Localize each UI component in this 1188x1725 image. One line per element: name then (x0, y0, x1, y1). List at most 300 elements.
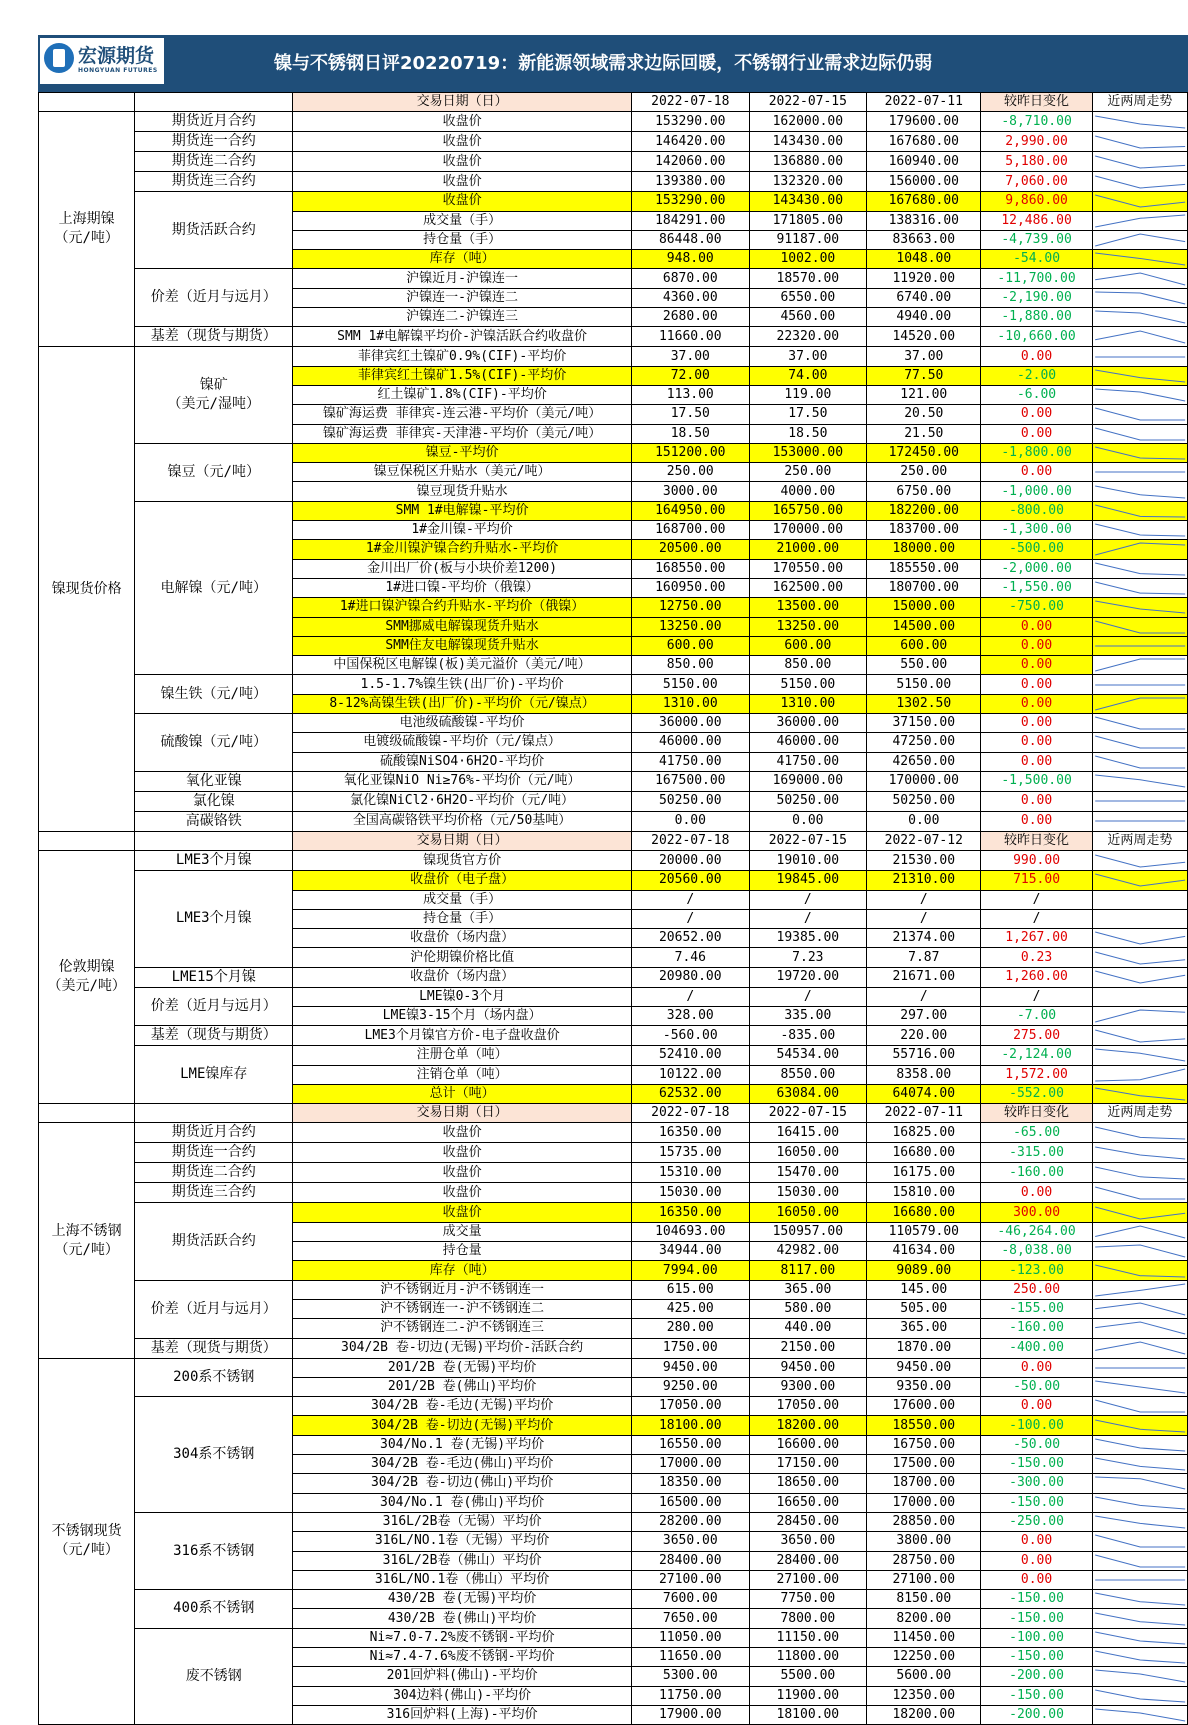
trend-cell (1092, 1084, 1187, 1103)
value-cell: 8200.00 (867, 1609, 981, 1628)
value-cell: 172450.00 (867, 443, 981, 462)
trend-sparkline (1093, 1571, 1187, 1589)
change-value: 0.00 (981, 636, 1092, 655)
trend-line (1095, 195, 1185, 207)
value-cell: 41750.00 (632, 752, 750, 771)
value-cell: 18350.00 (632, 1474, 750, 1493)
value-cell: 16650.00 (749, 1493, 867, 1512)
change-value: 0.00 (981, 617, 1092, 636)
sub-label: 期货活跃合约 (135, 192, 293, 269)
trend-cell (1092, 1648, 1187, 1667)
change-value: -200.00 (981, 1667, 1092, 1686)
change-value: 0.00 (981, 1570, 1092, 1589)
value-cell: 14520.00 (867, 327, 981, 347)
value-cell: 28200.00 (632, 1512, 750, 1531)
trend-cell (1092, 1686, 1187, 1705)
value-cell: 16175.00 (867, 1163, 981, 1183)
trend-line (1095, 1420, 1185, 1432)
group-label: 不锈钢现货 （元/吨） (39, 1358, 135, 1725)
value-cell: 138316.00 (867, 211, 981, 230)
table-row (39, 269, 1188, 288)
trend-sparkline (1093, 444, 1187, 462)
trend-sparkline (1093, 1378, 1187, 1396)
item-name: 氧化亚镍NiO Ni≥76%-平均价（元/吨） (293, 771, 632, 791)
item-name: 注销仓单（吨） (293, 1065, 632, 1084)
trend-cell (1092, 308, 1187, 327)
change-value: -155.00 (981, 1299, 1092, 1318)
change-value: -315.00 (981, 1143, 1092, 1163)
value-cell: 600.00 (632, 636, 750, 655)
trend-line (1095, 601, 1185, 613)
value-cell: 21530.00 (867, 851, 981, 871)
value-cell: 1750.00 (632, 1338, 750, 1358)
trade-date: 2022-07-15 (749, 831, 867, 850)
value-cell: 5600.00 (867, 1667, 981, 1686)
value-cell: 11800.00 (749, 1648, 867, 1667)
value-cell: 15735.00 (632, 1143, 750, 1163)
item-name: 收盘价 (293, 1123, 632, 1143)
value-cell: 3000.00 (632, 482, 750, 501)
trend-cell (1092, 598, 1187, 617)
header-blank (135, 1104, 293, 1123)
value-cell: 12750.00 (632, 598, 750, 617)
trend-cell (1092, 1183, 1187, 1203)
value-cell: 139380.00 (632, 172, 750, 192)
trend-cell (1092, 675, 1187, 694)
trend-sparkline (1093, 1262, 1187, 1280)
trend-line (1095, 1049, 1185, 1061)
table-row (39, 192, 1188, 211)
value-cell: 365.00 (867, 1319, 981, 1338)
change-value: -250.00 (981, 1512, 1092, 1531)
trend-line (1095, 717, 1185, 729)
value-cell: 50250.00 (867, 791, 981, 811)
change-value: 12,486.00 (981, 211, 1092, 230)
trend-line (1095, 1303, 1185, 1315)
value-cell: 36000.00 (749, 714, 867, 733)
value-cell: 167680.00 (867, 132, 981, 152)
change-value: -150.00 (981, 1686, 1092, 1705)
value-cell: 16680.00 (867, 1203, 981, 1222)
trend-header: 近两周走势 (1092, 831, 1187, 850)
change-value: -2,000.00 (981, 559, 1092, 578)
change-value: -150.00 (981, 1493, 1092, 1512)
item-name: 收盘价（场内盘） (293, 929, 632, 948)
logo-subtext: HONGYUAN FUTURES (78, 67, 158, 74)
value-cell: 27100.00 (867, 1570, 981, 1589)
change-value: -2,190.00 (981, 288, 1092, 307)
sub-label: LME3个月镍 (135, 851, 293, 871)
item-name: SMM 1#电解镍平均价-沪镍活跃合约收盘价 (293, 327, 632, 347)
header-blank (135, 93, 293, 112)
trend-line (1095, 563, 1185, 575)
value-cell: 17050.00 (632, 1397, 750, 1416)
change-value: 0.00 (981, 347, 1092, 366)
change-value: 0.00 (981, 1551, 1092, 1570)
trend-cell (1092, 1628, 1187, 1647)
value-cell: 6740.00 (867, 288, 981, 307)
value-cell: 169000.00 (749, 771, 867, 791)
trend-cell (1092, 890, 1187, 909)
change-value: 0.00 (981, 675, 1092, 694)
value-cell: 7750.00 (749, 1590, 867, 1609)
trend-cell (1092, 656, 1187, 675)
value-cell: 143430.00 (749, 132, 867, 152)
trend-sparkline (1093, 1397, 1187, 1415)
trend-cell (1092, 1143, 1187, 1163)
item-name: Ni≈7.4-7.6%废不锈钢-平均价 (293, 1648, 632, 1667)
value-cell: 18700.00 (867, 1474, 981, 1493)
trend-sparkline (1093, 328, 1187, 346)
trend-cell (1092, 482, 1187, 501)
value-cell: 119.00 (749, 385, 867, 404)
trend-cell (1092, 463, 1187, 482)
trend-sparkline (1093, 1124, 1187, 1142)
change-value: 0.00 (981, 405, 1092, 424)
trend-sparkline (1093, 598, 1187, 616)
value-cell: 1310.00 (749, 694, 867, 713)
value-cell: 113.00 (632, 385, 750, 404)
trend-sparkline (1093, 463, 1187, 481)
trend-sparkline (1093, 1164, 1187, 1182)
value-cell: 19010.00 (749, 851, 867, 871)
change-value: 1,267.00 (981, 929, 1092, 948)
value-cell: 28400.00 (632, 1551, 750, 1570)
value-cell: 16550.00 (632, 1435, 750, 1454)
value-cell: 15000.00 (867, 598, 981, 617)
change-value: -123.00 (981, 1261, 1092, 1280)
trend-cell (1092, 967, 1187, 987)
value-cell: 948.00 (632, 250, 750, 269)
trend-cell (1092, 1006, 1187, 1025)
sub-label: 期货连一合约 (135, 132, 293, 152)
trend-cell (1092, 1299, 1187, 1318)
table-row (39, 1183, 1188, 1203)
value-cell: 11650.00 (632, 1648, 750, 1667)
value-cell: 0.00 (867, 811, 981, 831)
trend-cell (1092, 771, 1187, 791)
value-cell: 1302.50 (867, 694, 981, 713)
trend-sparkline (1093, 637, 1187, 655)
change-value: / (981, 890, 1092, 909)
trend-line (1095, 1458, 1185, 1470)
value-cell: 335.00 (749, 1006, 867, 1025)
change-value: -100.00 (981, 1628, 1092, 1647)
trend-sparkline (1093, 929, 1187, 947)
value-cell: 18100.00 (749, 1705, 867, 1724)
value-cell: / (632, 890, 750, 909)
value-cell: 21310.00 (867, 871, 981, 890)
item-name: 8-12%高镍生铁(出厂价)-平均价（元/镍点） (293, 694, 632, 713)
value-cell: 42650.00 (867, 752, 981, 771)
trend-sparkline (1093, 1085, 1187, 1103)
sub-label: 304系不锈钢 (135, 1397, 293, 1513)
item-name: 金川出厂价(板与小块价差1200) (293, 559, 632, 578)
change-value: 7,060.00 (981, 172, 1092, 192)
value-cell: -835.00 (749, 1026, 867, 1046)
trend-sparkline (1093, 871, 1187, 889)
sub-label: 氯化镍 (135, 791, 293, 811)
trend-line (1095, 273, 1185, 285)
value-cell: / (749, 909, 867, 928)
value-cell: 168550.00 (632, 559, 750, 578)
value-cell: 9089.00 (867, 1261, 981, 1280)
trend-sparkline (1093, 1281, 1187, 1299)
item-name: 总计（吨） (293, 1084, 632, 1103)
item-name: 430/2B 卷(佛山)平均价 (293, 1609, 632, 1628)
value-cell: 0.00 (749, 811, 867, 831)
table-header-row (39, 93, 1188, 112)
trend-sparkline (1093, 1706, 1187, 1724)
trend-line (1095, 331, 1185, 343)
item-name: LME镍0-3个月 (293, 987, 632, 1006)
value-cell: 365.00 (749, 1280, 867, 1299)
item-name: 收盘价 (293, 1163, 632, 1183)
sub-label: 价差（近月与远月） (135, 987, 293, 1026)
value-cell: 42982.00 (749, 1242, 867, 1261)
value-cell: 37.00 (749, 347, 867, 366)
value-cell: 153290.00 (632, 192, 750, 211)
item-name: 沪镍连二-沪镍连三 (293, 308, 632, 327)
change-value: 0.00 (981, 656, 1092, 675)
value-cell: 19845.00 (749, 871, 867, 890)
trend-cell (1092, 405, 1187, 424)
table-row (39, 443, 1188, 462)
trend-sparkline (1093, 1184, 1187, 1202)
value-cell: 0.00 (632, 811, 750, 831)
trend-cell (1092, 521, 1187, 540)
change-value: -1,550.00 (981, 578, 1092, 597)
sub-label: 镍矿 （美元/湿吨） (135, 347, 293, 443)
trend-cell (1092, 1046, 1187, 1065)
item-name: Ni≈7.0-7.2%废不锈钢-平均价 (293, 1628, 632, 1647)
trend-line (1095, 582, 1185, 594)
trend-cell (1092, 909, 1187, 928)
item-name: 收盘价 (293, 172, 632, 192)
table-row (39, 987, 1188, 1006)
trend-sparkline (1093, 405, 1187, 423)
value-cell: 170000.00 (749, 521, 867, 540)
table-row (39, 675, 1188, 694)
table-row (39, 347, 1188, 366)
value-cell: 550.00 (867, 656, 981, 675)
value-cell: 13250.00 (749, 617, 867, 636)
change-value: 0.00 (981, 1358, 1092, 1377)
trend-cell (1092, 230, 1187, 249)
logo-mark-icon (44, 43, 74, 73)
logo-text: 宏源期货 (78, 45, 155, 67)
value-cell: / (632, 909, 750, 928)
value-cell: 11750.00 (632, 1686, 750, 1705)
value-cell: 20652.00 (632, 929, 750, 948)
change-value: -750.00 (981, 598, 1092, 617)
value-cell: 165750.00 (749, 501, 867, 520)
trend-line (1095, 1342, 1185, 1354)
value-cell: 9450.00 (632, 1358, 750, 1377)
trend-sparkline (1093, 367, 1187, 385)
value-cell: 55716.00 (867, 1046, 981, 1065)
item-name: 沪镍近月-沪镍连一 (293, 269, 632, 288)
value-cell: 9350.00 (867, 1377, 981, 1396)
value-cell: 16050.00 (749, 1203, 867, 1222)
item-name: 收盘价（场内盘） (293, 967, 632, 987)
trend-line (1095, 428, 1185, 440)
value-cell: 146420.00 (632, 132, 750, 152)
item-name: 电镀级硫酸镍-平均价（元/镍点） (293, 733, 632, 752)
trade-date-label: 交易日期（日） (293, 831, 632, 850)
value-cell: 18.50 (632, 424, 750, 443)
change-value: -8,710.00 (981, 112, 1092, 132)
trend-sparkline (1093, 1223, 1187, 1241)
trend-line (1095, 736, 1185, 748)
trend-cell (1092, 929, 1187, 948)
trend-line (1095, 1651, 1185, 1663)
trend-sparkline (1093, 968, 1187, 986)
trend-cell (1092, 851, 1187, 871)
trend-cell (1092, 1705, 1187, 1724)
item-name: LME镍3-15个月（场内盘） (293, 1006, 632, 1025)
trend-line (1095, 1265, 1185, 1277)
trend-line (1095, 1381, 1185, 1393)
group-label: 上海期镍 （元/吨） (39, 112, 135, 347)
trend-line (1095, 1322, 1185, 1334)
value-cell: 46000.00 (749, 733, 867, 752)
value-cell: 28400.00 (749, 1551, 867, 1570)
trend-cell (1092, 1397, 1187, 1416)
value-cell: 74.00 (749, 366, 867, 385)
change-value: -150.00 (981, 1455, 1092, 1474)
value-cell: 11150.00 (749, 1628, 867, 1647)
value-cell: 16350.00 (632, 1123, 750, 1143)
value-cell: 7800.00 (749, 1609, 867, 1628)
trend-cell (1092, 152, 1187, 172)
trend-line (1095, 370, 1185, 382)
value-cell: 425.00 (632, 1299, 750, 1318)
item-name: 镍矿海运费 菲律宾-连云港-平均价（美元/吨） (293, 405, 632, 424)
change-value: / (981, 909, 1092, 928)
item-name: 镍豆-平均价 (293, 443, 632, 462)
value-cell: 8358.00 (867, 1065, 981, 1084)
sub-label: 价差（近月与远月） (135, 1280, 293, 1338)
value-cell: 850.00 (749, 656, 867, 675)
value-cell: 22320.00 (749, 327, 867, 347)
value-cell: 18550.00 (867, 1416, 981, 1435)
table-row (39, 1512, 1188, 1531)
trend-cell (1092, 1416, 1187, 1435)
item-name: 收盘价 (293, 1143, 632, 1163)
value-cell: 15030.00 (632, 1183, 750, 1203)
sub-label: 期货连二合约 (135, 152, 293, 172)
report-title: 镍与不锈钢日评20220719：新能源领域需求边际回暖，不锈钢行业需求边际仍弱 (274, 53, 933, 74)
value-cell: 156000.00 (867, 172, 981, 192)
change-value: -1,300.00 (981, 521, 1092, 540)
value-cell: 37.00 (632, 347, 750, 366)
value-cell: 164950.00 (632, 501, 750, 520)
value-cell: 62532.00 (632, 1084, 750, 1103)
change-value: -150.00 (981, 1590, 1092, 1609)
table-row (39, 811, 1188, 831)
change-value: -552.00 (981, 1084, 1092, 1103)
change-value: -160.00 (981, 1163, 1092, 1183)
trend-line (1095, 136, 1185, 148)
trend-sparkline (1093, 676, 1187, 694)
trend-cell (1092, 694, 1187, 713)
trend-cell (1092, 714, 1187, 733)
item-name: 持仓量（手） (293, 909, 632, 928)
trend-cell (1092, 791, 1187, 811)
value-cell: 1002.00 (749, 250, 867, 269)
change-value: -1,500.00 (981, 771, 1092, 791)
trend-sparkline (1093, 1417, 1187, 1435)
change-value: 0.00 (981, 694, 1092, 713)
trend-sparkline (1093, 1648, 1187, 1666)
value-cell: 37.00 (867, 347, 981, 366)
item-name: 304边料(佛山)-平均价 (293, 1686, 632, 1705)
value-cell: 110579.00 (867, 1222, 981, 1241)
item-name: 沪伦期镍价格比值 (293, 948, 632, 967)
item-name: 沪不锈钢近月-沪不锈钢连一 (293, 1280, 632, 1299)
value-cell: 11660.00 (632, 327, 750, 347)
trend-cell (1092, 501, 1187, 520)
value-cell: 4000.00 (749, 482, 867, 501)
item-name: 沪不锈钢连二-沪不锈钢连三 (293, 1319, 632, 1338)
price-table (38, 92, 1188, 1725)
table-row (39, 771, 1188, 791)
trend-sparkline (1093, 1300, 1187, 1318)
trend-line (1095, 1439, 1185, 1451)
trend-sparkline (1093, 1144, 1187, 1162)
sub-label: 价差（近月与远月） (135, 269, 293, 327)
value-cell: 7994.00 (632, 1261, 750, 1280)
value-cell: 153290.00 (632, 112, 750, 132)
item-name: SMM 1#电解镍-平均价 (293, 501, 632, 520)
value-cell: 17000.00 (632, 1455, 750, 1474)
trend-cell (1092, 1512, 1187, 1531)
item-name: 收盘价 (293, 1183, 632, 1203)
trend-line (1095, 1030, 1185, 1042)
sub-label: 高碳铬铁 (135, 811, 293, 831)
value-cell: 179600.00 (867, 112, 981, 132)
header-blank (39, 93, 135, 112)
sub-label: 期货连三合约 (135, 1183, 293, 1203)
value-cell: 5300.00 (632, 1667, 750, 1686)
trend-sparkline (1093, 753, 1187, 771)
change-value: -2,124.00 (981, 1046, 1092, 1065)
value-cell: 170000.00 (867, 771, 981, 791)
trend-cell (1092, 1280, 1187, 1299)
trend-sparkline (1093, 579, 1187, 597)
trend-sparkline (1093, 192, 1187, 210)
trend-cell (1092, 347, 1187, 366)
change-value: -6.00 (981, 385, 1092, 404)
change-value: 990.00 (981, 851, 1092, 871)
sub-label: 316系不锈钢 (135, 1512, 293, 1589)
item-name: 电池级硫酸镍-平均价 (293, 714, 632, 733)
trend-line (1095, 1593, 1185, 1605)
trade-date: 2022-07-15 (749, 93, 867, 112)
trend-sparkline (1093, 792, 1187, 810)
trend-sparkline (1093, 1474, 1187, 1492)
change-value: 5,180.00 (981, 152, 1092, 172)
trend-cell (1092, 871, 1187, 890)
value-cell: 17600.00 (867, 1397, 981, 1416)
value-cell: 250.00 (749, 463, 867, 482)
trend-cell (1092, 1026, 1187, 1046)
table-row (39, 1123, 1188, 1143)
value-cell: 37150.00 (867, 714, 981, 733)
value-cell: 3650.00 (749, 1532, 867, 1551)
change-value: -50.00 (981, 1435, 1092, 1454)
